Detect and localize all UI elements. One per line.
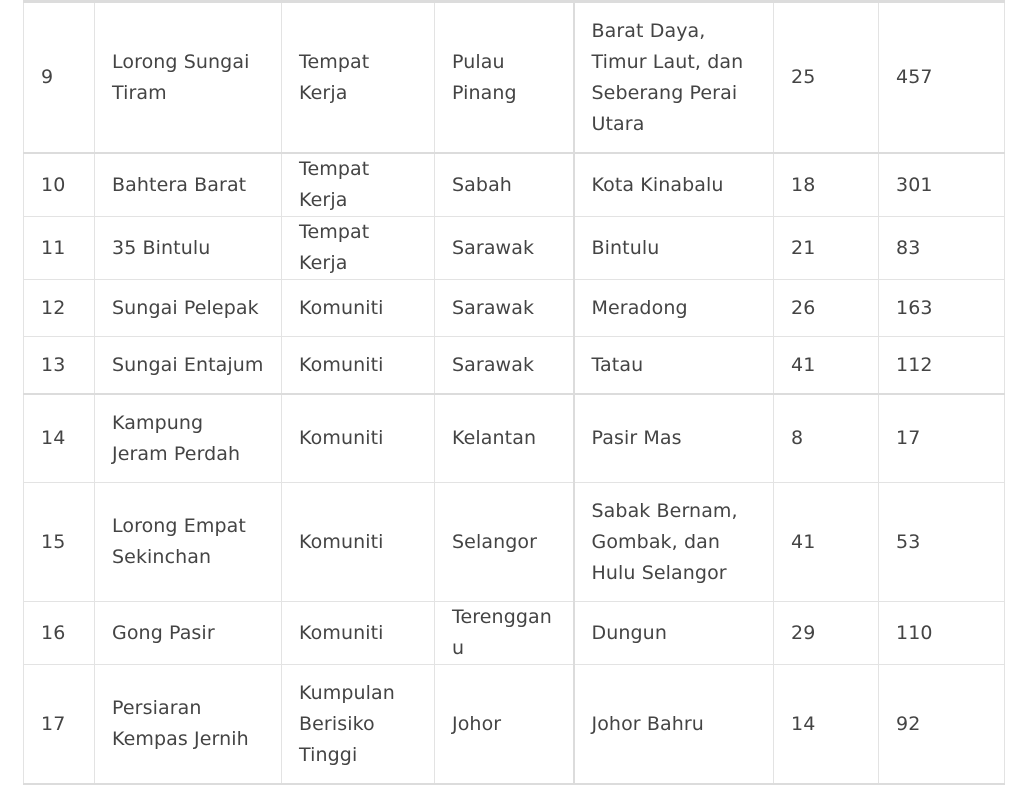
cell-cases-a: 18 — [774, 153, 879, 217]
cell-cases-a: 29 — [774, 602, 879, 665]
cell-number: 16 — [24, 602, 95, 665]
cell-category: Kumpulan Berisiko Tinggi — [282, 665, 435, 785]
cell-cases-b: 110 — [879, 602, 1005, 665]
cell-number: 13 — [24, 337, 95, 395]
cell-number: 10 — [24, 153, 95, 217]
cell-category: Komuniti — [282, 337, 435, 395]
cell-number: 11 — [24, 217, 95, 280]
cell-cluster-name: Kampung Jeram Perdah — [95, 394, 282, 483]
cell-cases-b: 457 — [879, 2, 1005, 154]
cell-category: Komuniti — [282, 280, 435, 337]
cell-state: Sarawak — [435, 280, 574, 337]
cell-district: Pasir Mas — [574, 394, 774, 483]
table-row — [24, 2, 1005, 154]
cell-cluster-name: Bahtera Barat — [95, 153, 282, 217]
table-row — [24, 394, 1005, 483]
cell-number: 17 — [24, 665, 95, 785]
cell-cases-a: 25 — [774, 2, 879, 154]
cell-district: Johor Bahru — [574, 665, 774, 785]
cell-state: Sarawak — [435, 337, 574, 395]
cell-district: Barat Daya, Timur Laut, dan Seberang Perai Utara — [574, 2, 774, 154]
cell-state: Selangor — [435, 483, 574, 602]
cell-category: Komuniti — [282, 483, 435, 602]
cell-cluster-name: Lorong Sungai Tiram — [95, 2, 282, 154]
cell-cluster-name: Gong Pasir — [95, 602, 282, 665]
cell-number: 9 — [24, 2, 95, 154]
cell-district: Dungun — [574, 602, 774, 665]
cell-state: Sarawak — [435, 217, 574, 280]
cluster-table — [23, 0, 1005, 785]
table-row — [24, 217, 1005, 280]
cell-state: Pulau Pinang — [435, 2, 574, 154]
cell-cases-a: 8 — [774, 394, 879, 483]
cell-district: Kota Kinabalu — [574, 153, 774, 217]
cell-district: Sabak Bernam, Gombak, dan Hulu Selangor — [574, 483, 774, 602]
cell-district: Bintulu — [574, 217, 774, 280]
cell-category: Komuniti — [282, 394, 435, 483]
cell-cases-a: 41 — [774, 483, 879, 602]
cell-cases-b: 92 — [879, 665, 1005, 785]
cell-district: Meradong — [574, 280, 774, 337]
cluster-table-container — [23, 0, 1004, 785]
cell-state: Kelantan — [435, 394, 574, 483]
table-row — [24, 153, 1005, 217]
cell-category: Komuniti — [282, 602, 435, 665]
table-row — [24, 602, 1005, 665]
cell-state: Sabah — [435, 153, 574, 217]
table-row — [24, 280, 1005, 337]
cell-number: 14 — [24, 394, 95, 483]
cell-number: 15 — [24, 483, 95, 602]
cell-cluster-name: Persiaran Kempas Jernih — [95, 665, 282, 785]
cell-cluster-name: 35 Bintulu — [95, 217, 282, 280]
cell-cases-a: 26 — [774, 280, 879, 337]
table-row — [24, 337, 1005, 395]
cell-state: Johor — [435, 665, 574, 785]
cell-category: Tempat Kerja — [282, 217, 435, 280]
cell-cluster-name: Sungai Pelepak — [95, 280, 282, 337]
cell-cases-b: 53 — [879, 483, 1005, 602]
cell-cluster-name: Lorong Empat Sekinchan — [95, 483, 282, 602]
cell-cases-b: 301 — [879, 153, 1005, 217]
cell-cases-b: 112 — [879, 337, 1005, 395]
cell-cases-a: 41 — [774, 337, 879, 395]
cell-cases-b: 83 — [879, 217, 1005, 280]
cell-district: Tatau — [574, 337, 774, 395]
cell-state: Terengganu — [435, 602, 574, 665]
cell-category: Tempat Kerja — [282, 2, 435, 154]
cell-cluster-name: Sungai Entajum — [95, 337, 282, 395]
cell-cases-b: 163 — [879, 280, 1005, 337]
cell-category: Tempat Kerja — [282, 153, 435, 217]
table-row — [24, 483, 1005, 602]
table-row — [24, 665, 1005, 785]
cell-number: 12 — [24, 280, 95, 337]
cell-cases-b: 17 — [879, 394, 1005, 483]
cell-cases-a: 14 — [774, 665, 879, 785]
cell-cases-a: 21 — [774, 217, 879, 280]
